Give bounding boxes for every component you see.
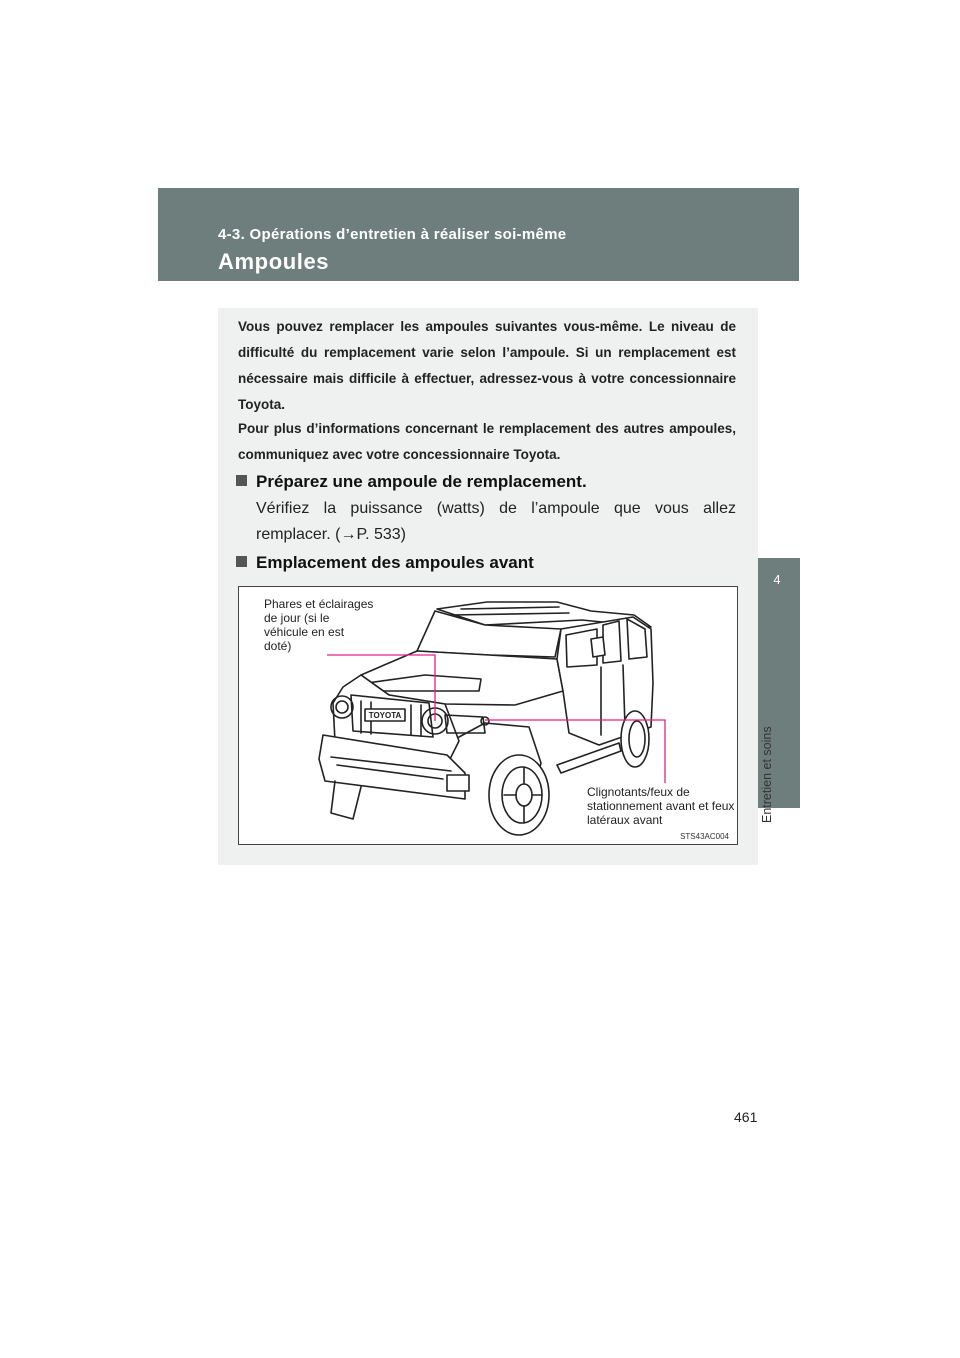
intro-paragraph-1: Vous pouvez remplacer les ampoules suivantes vous-même. Le niveau de difficulté du remplacement varie selon l’ampoule. Si un remplacement est nécessaire mais difficile à effectuer, adressez-vous à votre concessionnaire Toyota. — [238, 319, 736, 412]
prepare-body-text: Vérifiez la puissance (watts) de l’ampoule que vous allez remplacer. (→P. 533) — [256, 500, 736, 543]
subheading-location — [236, 553, 534, 573]
bullet-square-icon — [236, 556, 247, 567]
chapter-number: 4 — [773, 572, 781, 587]
section-label: 4-3. Opérations d’entretien à réaliser soi-même — [218, 226, 567, 243]
figure-code: STS43AC004 — [680, 832, 729, 841]
subheading-location-text: Emplacement des ampoules avant — [256, 553, 534, 572]
page-title: Ampoules — [218, 249, 330, 274]
subheading-prepare — [236, 472, 587, 492]
content-panel — [218, 308, 758, 865]
intro-paragraph-2: Pour plus d’informations concernant le remplacement des autres ampoules, communiquez avec votre concessionnaire Toyota. — [238, 421, 736, 462]
chapter-caption: Entretien et soins — [760, 726, 774, 824]
bullet-square-icon — [236, 475, 247, 486]
grille-badge: TOYOTA — [368, 711, 402, 720]
subheading-prepare-text: Préparez une ampoule de remplacement. — [256, 472, 587, 491]
callout-turn-signals: Clignotants/feux de stationnement avant et feux latéraux avant — [587, 785, 735, 827]
page-number: 461 — [734, 1109, 758, 1125]
vehicle-figure — [238, 586, 738, 845]
callout-headlights: Phares et éclairages de jour (si le véhicule en est doté) — [264, 597, 374, 653]
section-header — [158, 188, 799, 281]
